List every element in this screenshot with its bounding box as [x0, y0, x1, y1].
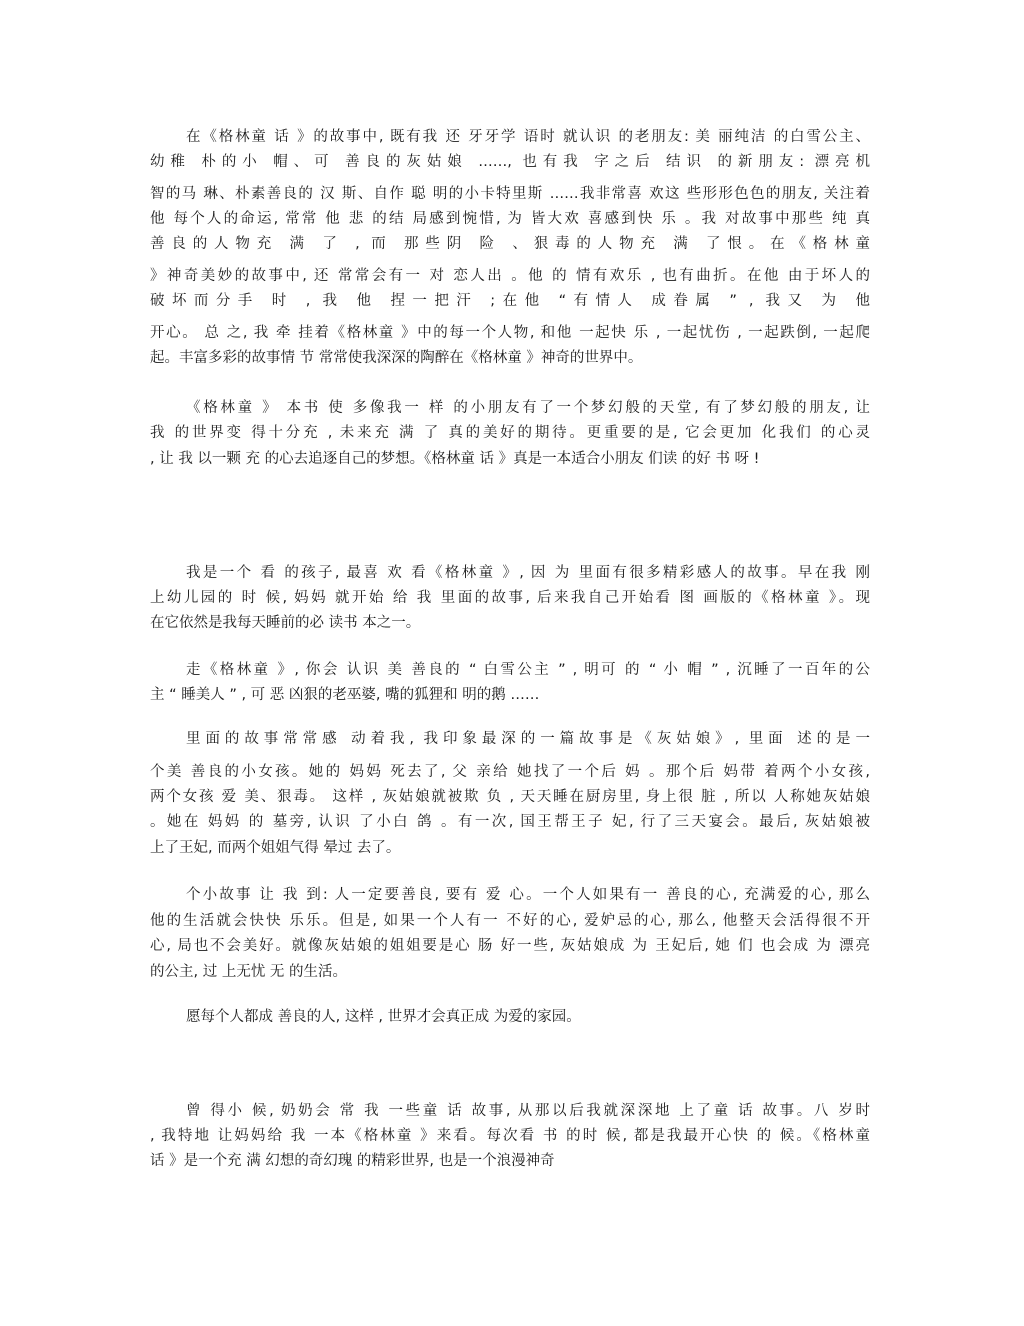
text-line: , 我特地 让妈妈给 我 一本《格林童 》来看。每次看 书 的时 候, 都是我最开心快 的 候。《格林童	[150, 1128, 870, 1144]
text-line: , 让 我 以一颗 充 的心去追逐自己的梦想。《格林童 话 》真是一本适合小朋友 们读 的好 书 呀 !	[150, 451, 760, 467]
text-line: 智的马 琳、朴素善良的 汉 斯、自作 聪 明的小卡特里斯 ……我非常喜 欢这 些形形色色的朋友, 关注着	[150, 186, 870, 202]
text-line: 上幼儿园的 时 候, 妈妈 就开始 给 我 里面的故事, 后来我自己开始看 图 画版的《格林童 》。现	[150, 590, 870, 606]
text-line: 《格林童 》 本书 使 多像我一 样 的小朋友有了一个梦幻般的天堂, 有了梦幻般的朋友, 让	[186, 400, 870, 416]
text-line: 开心。 总 之, 我 牵 挂着《格林童 》中的每一个人物, 和他 一起快 乐 , 一起忧伤 , 一起跌倒, 一起爬	[150, 325, 870, 341]
text-line: 。她在 妈妈 的 墓旁, 认识 了小白 鸽 。有一次, 国王帮王子 妃, 行了三天宴会。最后, 灰姑娘被	[150, 814, 870, 830]
text-line: 起。丰富多彩的故事情 节 常常使我深深的陶醉在《格林童 》神奇的世界中。	[150, 350, 643, 366]
text-line: 里面的故事常常感 动着我, 我印象最深的一篇故事是《灰姑娘》, 里面 述的是一	[186, 731, 870, 747]
text-line: 话 》是一个充 满 幻想的奇幻瑰 的精彩世界, 也是一个浪漫神奇	[150, 1153, 555, 1169]
text-line: 的公主, 过 上无忧 无 的生活。	[150, 964, 348, 980]
text-line: 我是一个 看 的孩子, 最喜 欢 看《格林童 》, 因 为 里面有很多精彩感人的故事。早在我 刚	[186, 565, 870, 581]
text-line: 曾 得小 候, 奶奶会 常 我 一些童 话 故事, 从那以后我就深深地 上了童 话 故事。八 岁时	[186, 1103, 870, 1119]
text-line: 心, 局也不会美好。就像灰姑娘的姐姐要是心 肠 好一些, 灰姑娘成 为 王妃后, 她 们 也会成 为 漂亮	[150, 938, 870, 954]
text-line: 个美 善良的小女孩。她的 妈妈 死去了, 父 亲给 她找了一个后 妈 。那个后 妈带 着两个小女孩,	[150, 764, 870, 780]
text-line: 个小故事 让 我 到: 人一定要善良, 要有 爱 心。一个人如果有一 善良的心, 充满爱的心, 那么	[186, 887, 870, 903]
text-line: 走《格林童 》, 你会 认识 美 善良的 “ 白雪公主 ” , 明可 的 “ 小 帽 ” , 沉睡了一百年的公	[186, 662, 870, 678]
text-line: 》神奇美妙的故事中, 还 常常会有一 对 恋人出 。他 的 情有欢乐 , 也有曲折。在他 由于坏人的	[150, 268, 870, 284]
text-line: 愿每个人都成 善良的人, 这样 , 世界才会真正成 为爱的家园。	[186, 1009, 581, 1025]
text-line: 我 的世界变 得十分充 , 未来充 满 了 真的美好的期待。更重要的是, 它会更加 化我们 的心灵	[150, 425, 870, 441]
text-line: 幼稚 朴的小 帽、可 善良的灰姑娘 ……, 也有我 字之后 结识 的新朋友: 漂亮机	[150, 154, 870, 170]
text-line: 两个女孩 爱 美、狠毒。 这样 , 灰姑娘就被欺 负 , 天天睡在厨房里, 身上很 脏 , 所以 人称她灰姑娘	[150, 789, 870, 805]
text-line: 破坏而分手 时 , 我 他 捏一把汗 ;在他 “有情人 成眷属 ” , 我又 为 他	[150, 293, 870, 309]
text-line: 主 “ 睡美人 ” , 可 恶 凶狠的老巫婆, 嘴的狐狸和 明的鹅 ……	[150, 687, 540, 703]
text-line: 在《格林童 话 》的故事中, 既有我 还 牙牙学 语时 就认识 的老朋友: 美 丽纯洁 的白雪公主、	[186, 129, 870, 145]
text-line: 他 每个人的命运, 常常 他 悲 的结 局感到惋惜, 为 皆大欢 喜感到快 乐 。我 对故事中那些 纯 真	[150, 211, 870, 227]
text-line: 善良的人物充 满 了 , 而 那些阴 险 、狠毒的人物充 满 了恨。在《格林童	[150, 236, 870, 252]
text-line: 他的生活就会快快 乐乐。但是, 如果一个人有一 不好的心, 爱妒忌的心, 那么, 他整天会活得很不开	[150, 913, 870, 929]
text-line: 在它依然是我每天睡前的必 读书 本之一。	[150, 615, 421, 631]
text-line: 上了王妃, 而两个姐姐气得 晕过 去了。	[150, 840, 401, 856]
